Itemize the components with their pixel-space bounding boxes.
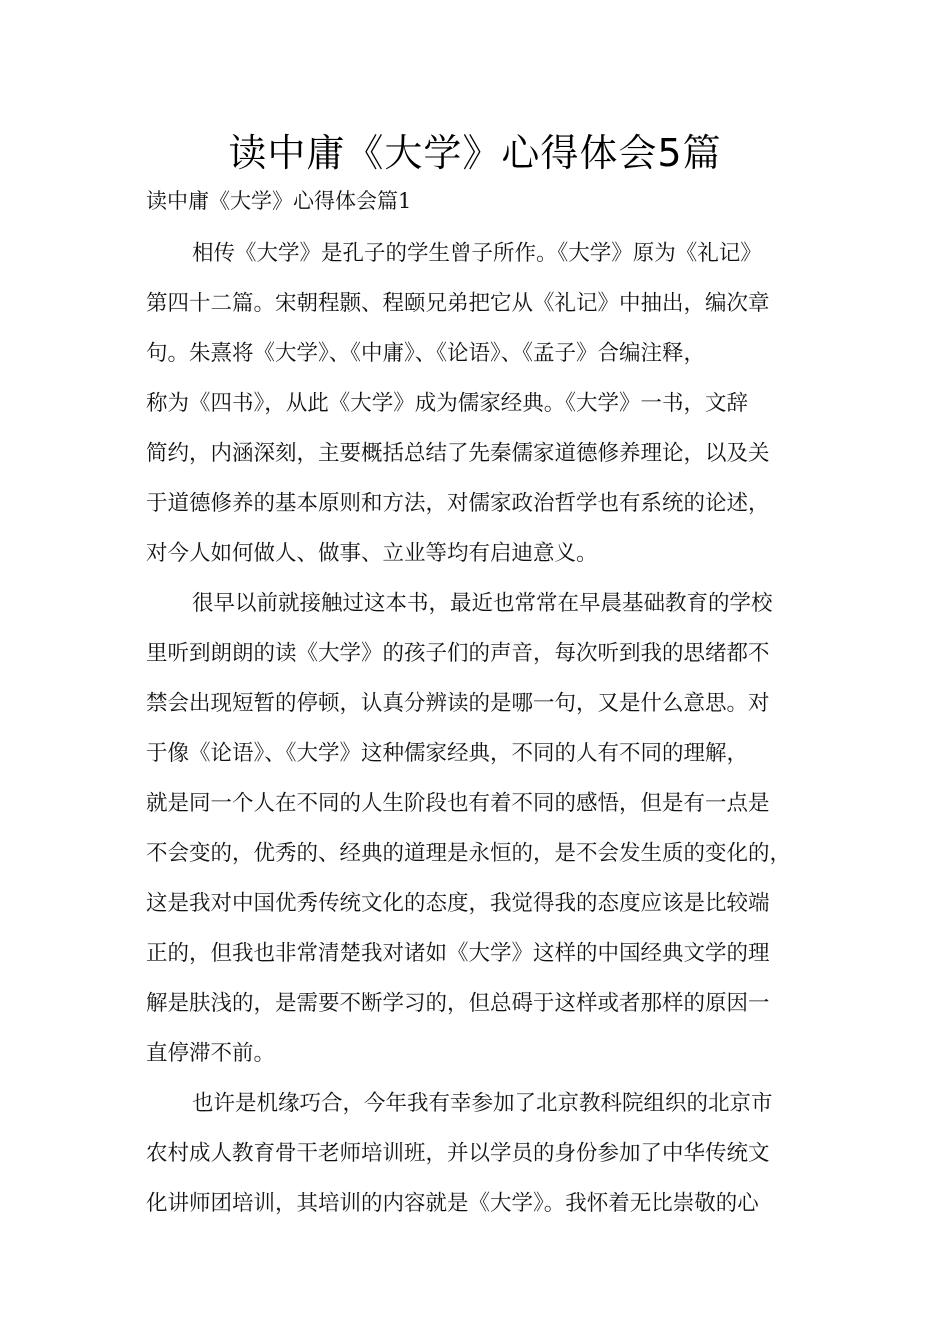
paragraph-line: 对今人如何做人、做事、立业等均有启迪意义。 bbox=[146, 541, 598, 566]
paragraph-line: 这是我对中国优秀传统文化的态度，我觉得我的态度应该是比较端 bbox=[146, 891, 770, 916]
paragraph-line: 句。朱熹将《大学》、《中庸》、《论语》、《孟子》合编注释， bbox=[146, 341, 706, 366]
paragraph-line: 化讲师团培训，其培训的内容就是《大学》。我怀着无比崇敬的心 bbox=[146, 1191, 759, 1216]
paragraph-2 bbox=[146, 579, 818, 1079]
paragraph-line: 禁会出现短暂的停顿，认真分辨读的是哪一句，又是什么意思。对 bbox=[146, 691, 770, 716]
paragraph-line: 里听到朗朗的读《大学》的孩子们的声音，每次听到我的思绪都不 bbox=[146, 641, 770, 666]
document-title: 读中庸《大学》心得体会5篇 bbox=[228, 131, 722, 175]
paragraph-line: 称为《四书》，从此《大学》成为儒家经典。《大学》一书，文辞 bbox=[146, 391, 749, 416]
paragraph-line: 也许是机缘巧合，今年我有幸参加了北京教科院组织的北京市 bbox=[192, 1091, 773, 1116]
section-heading: 读中庸《大学》心得体会篇1 bbox=[146, 189, 412, 213]
paragraph-line: 于像《论语》、《大学》这种儒家经典，不同的人有不同的理解， bbox=[146, 741, 749, 766]
paragraph-line: 于道德修养的基本原则和方法，对儒家政治哲学也有系统的论述， bbox=[146, 491, 770, 516]
paragraph-line: 相传《大学》是孔子的学生曾子所作。《大学》原为《礼记》 bbox=[192, 241, 762, 266]
paragraph-line: 正的，但我也非常清楚我对诸如《大学》这样的中国经典文学的理 bbox=[146, 941, 770, 966]
paragraph-3 bbox=[146, 1079, 818, 1229]
paragraph-line: 第四十二篇。宋朝程颢、程颐兄弟把它从《礼记》中抽出，编次章 bbox=[146, 291, 770, 316]
paragraph-line: 直停滞不前。 bbox=[146, 1041, 276, 1066]
paragraph-line: 农村成人教育骨干老师培训班，并以学员的身份参加了中华传统文 bbox=[146, 1141, 770, 1166]
paragraph-line: 解是肤浅的，是需要不断学习的，但总碍于这样或者那样的原因一 bbox=[146, 991, 770, 1016]
document-body bbox=[146, 229, 818, 1229]
paragraph-1 bbox=[146, 229, 818, 579]
paragraph-line: 就是同一个人在不同的人生阶段也有着不同的感悟，但是有一点是 bbox=[146, 791, 770, 816]
paragraph-line: 简约，内涵深刻，主要概括总结了先秦儒家道德修养理论，以及关 bbox=[146, 441, 770, 466]
paragraph-line: 很早以前就接触过这本书，最近也常常在早晨基础教育的学校 bbox=[192, 591, 773, 616]
paragraph-line: 不会变的，优秀的、经典的道理是永恒的，是不会发生质的变化的， bbox=[146, 841, 792, 866]
